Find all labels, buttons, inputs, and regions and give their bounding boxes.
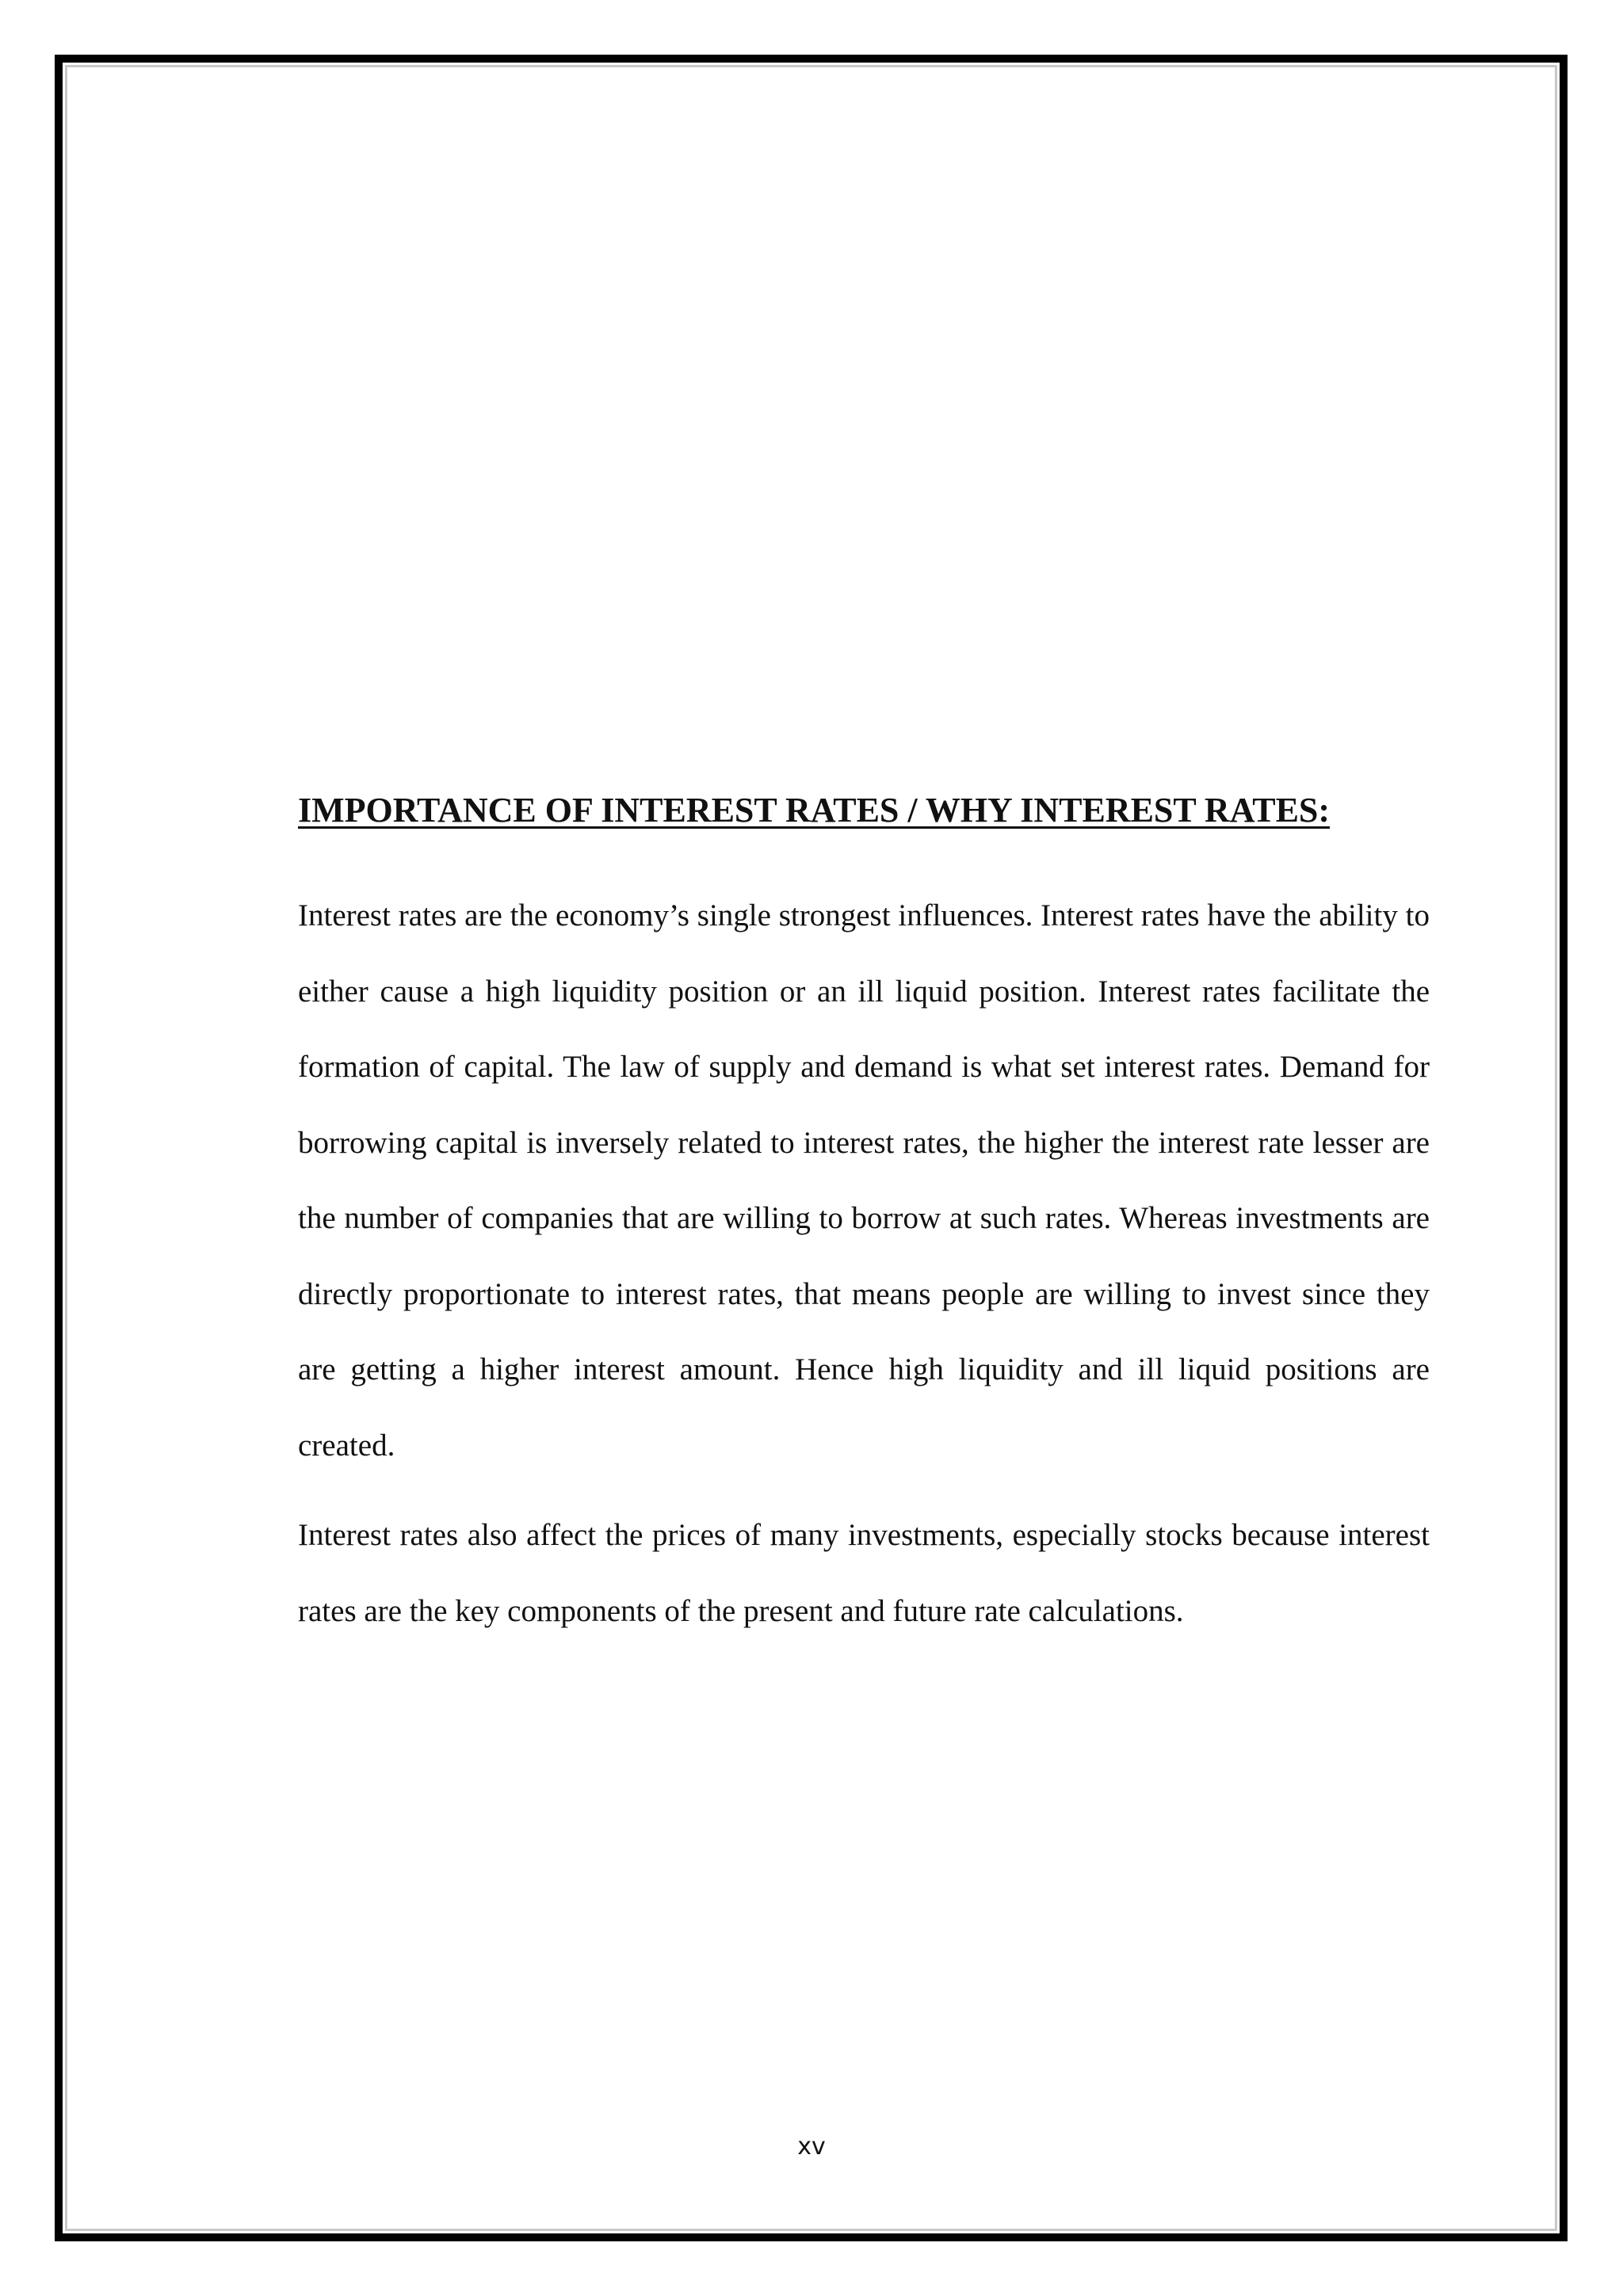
page-content xyxy=(298,757,1430,1649)
body-paragraph-2: Interest rates also affect the prices of many investments, especially stocks because interest rates are the key components of the present and future rate calculations. xyxy=(298,1518,1430,1628)
page-number: xv xyxy=(797,2133,826,2161)
section-heading: IMPORTANCE OF INTEREST RATES / WHY INTEREST RATES: xyxy=(298,791,1331,830)
body-paragraph-1: Interest rates are the economy’s single strongest influences. Interest rates have the ability to either cause a high liquidity position or an ill liquid position. Interest rates facilitate the formation of capital. The law of supply and demand is what set interest rates. Demand for borrowing capital is inversely related to interest rates, the higher the interest rate lesser are the number of companies that are willing to borrow at such rates. Whereas investments are directly proportionate to interest rates, that means people are willing to invest since they are getting a higher interest amount. Hence high liquidity and ill liquid positions are created. xyxy=(298,898,1430,1463)
